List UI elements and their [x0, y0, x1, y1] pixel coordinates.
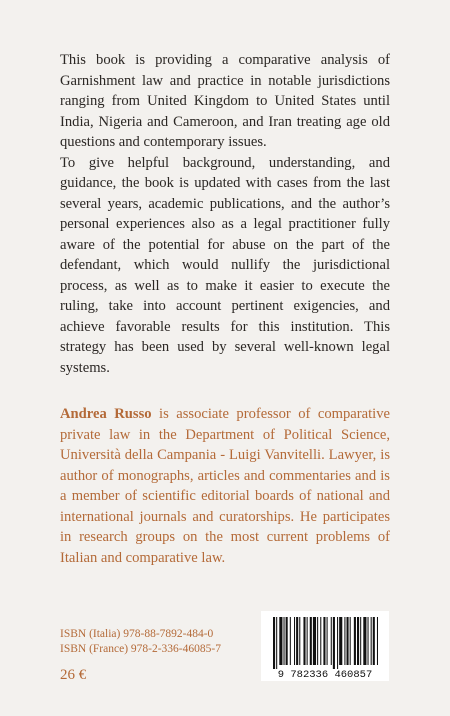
price: 26 €	[60, 667, 87, 683]
barcode-bar	[337, 617, 338, 669]
barcode-digits: 9 782336 460857	[277, 669, 373, 681]
barcode-bar	[317, 617, 318, 665]
barcode-bar	[323, 617, 325, 665]
barcode-bar	[320, 617, 321, 665]
barcode-bar	[357, 617, 359, 665]
barcode-bar	[344, 617, 345, 665]
barcode-bar	[286, 617, 288, 665]
barcode-bar	[284, 617, 285, 665]
barcode-bar	[350, 617, 351, 665]
barcode-bar	[273, 617, 275, 669]
barcode	[261, 611, 389, 681]
barcode-bar	[363, 617, 366, 665]
barcode-bar	[276, 617, 277, 669]
barcode-bar	[310, 617, 312, 665]
author-name: Andrea Russo	[60, 406, 152, 422]
blurb-paragraph-2: To give helpful background, understanding, and guidance, the book is updated with cases from the last several years, academic publications, and the author’s personal experiences also as a legal practitioner fully aware of the potential for abuse on the part of the defendant, which would nullify the jurisdictional process, as well as to make it easier to execute the ruling, take into account pertinent exigencies, and achieve favorable results for this institution. This strategy has been used by several well-known legal systems.	[60, 154, 390, 376]
back-cover-blurb	[60, 50, 390, 378]
barcode-bar	[360, 617, 361, 665]
barcode-bars	[273, 617, 378, 669]
isbn-block	[60, 627, 221, 657]
barcode-bar	[377, 617, 378, 665]
barcode-bar	[331, 617, 332, 665]
barcode-bar	[303, 617, 305, 665]
blurb-paragraph-1: This book is providing a comparative analysis of Garnishment law and practice in notable jurisdictions ranging from United Kingdom to United States until India, Nigeria and Cameroon, and Iran treating age old questions and contemporary issues.	[60, 52, 390, 150]
author-bio-text: is associate professor of comparative private law in the Department of Political Science, Università della Campania - Luigi Vanvitelli. Lawyer, is author of monographs, articles and commentaries and is a member of scientific editorial boards of national and international journals and curatorships. He participates in research groups on the most current problems of Italian and comparative law.	[60, 406, 390, 566]
barcode-bar	[368, 617, 369, 665]
barcode-bar	[294, 617, 295, 665]
barcode-bar	[313, 617, 316, 665]
barcode-bar	[354, 617, 356, 665]
barcode-bar	[373, 617, 375, 665]
barcode-bar	[347, 617, 349, 665]
isbn-france: ISBN (France) 978-2-336-46085-7	[60, 643, 221, 655]
author-bio	[60, 404, 390, 568]
barcode-bar	[296, 617, 298, 665]
barcode-graphic	[261, 611, 389, 681]
barcode-bar	[279, 617, 282, 665]
barcode-bar	[307, 617, 308, 665]
barcode-bar	[327, 617, 328, 665]
barcode-bar	[299, 617, 300, 665]
isbn-italy: ISBN (Italia) 978-88-7892-484-0	[60, 628, 214, 640]
barcode-bar	[290, 617, 291, 665]
barcode-bar	[371, 617, 372, 665]
barcode-bar	[333, 617, 335, 669]
barcode-bar	[339, 617, 342, 665]
